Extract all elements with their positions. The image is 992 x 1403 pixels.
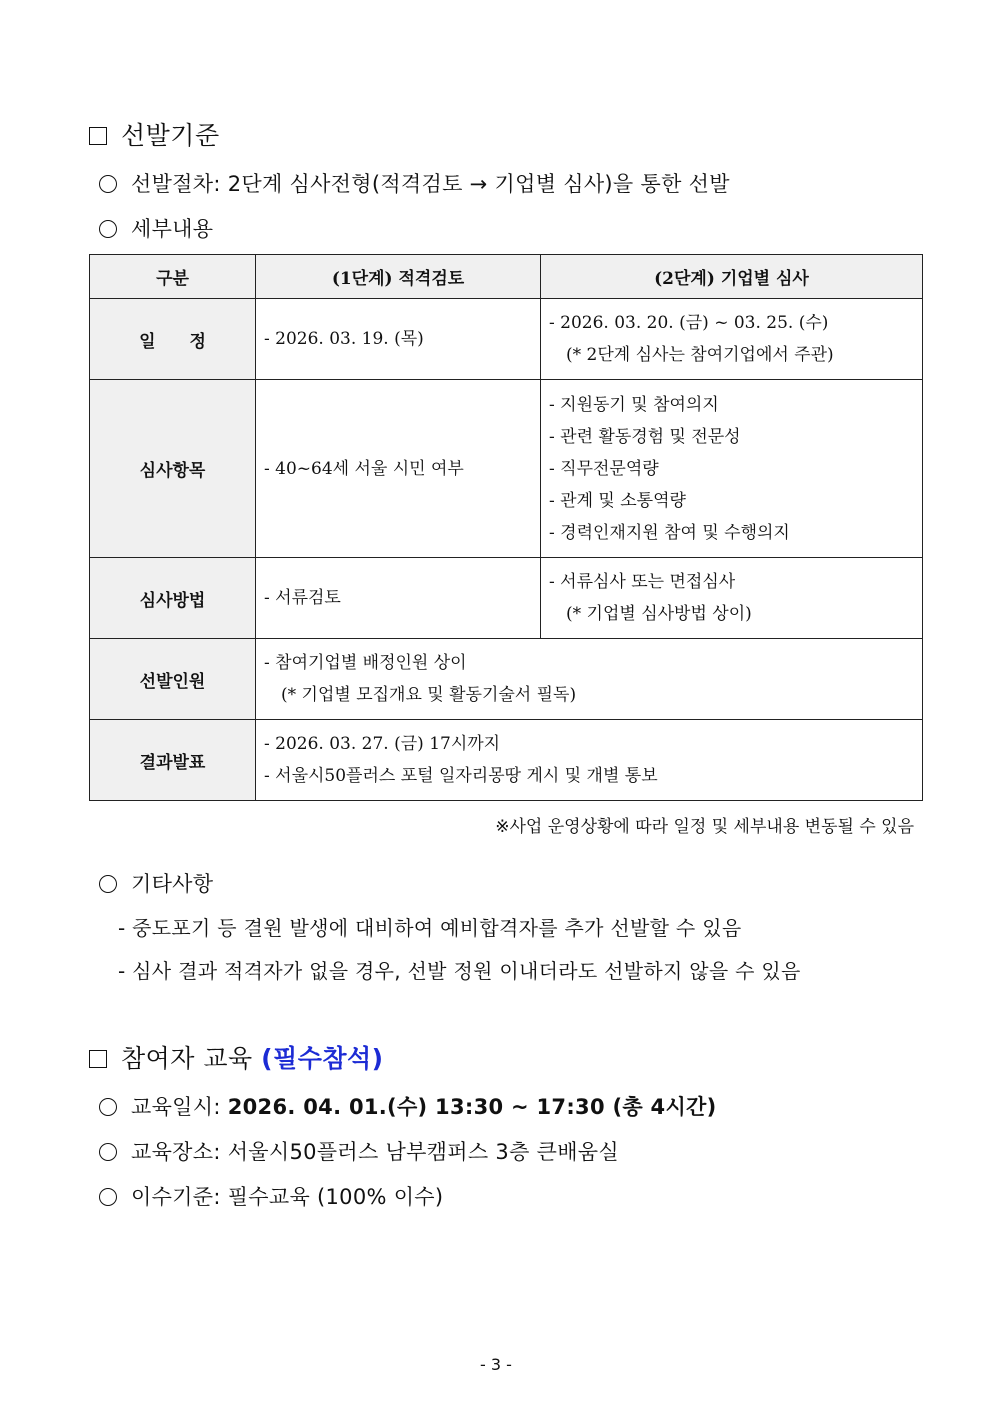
cell-text: - 관련 활동경험 및 전문성 xyxy=(549,426,741,447)
table-row xyxy=(90,558,923,639)
cell-text: - 40~64세 서울 시민 여부 xyxy=(264,458,464,479)
section-title-selection: 선발기준 xyxy=(89,116,220,152)
row-label: 심사항목 xyxy=(90,380,256,558)
circle-bullet-icon xyxy=(99,1143,117,1161)
mandatory-badge: (필수참석) xyxy=(261,1044,384,1073)
table-row xyxy=(90,639,923,720)
table-row xyxy=(90,299,923,380)
cell-text: - 관계 및 소통역량 xyxy=(549,490,686,511)
checkbox-square-icon xyxy=(89,127,107,145)
cell-text: - 2026. 03. 27. (금) 17시까지 xyxy=(264,734,501,754)
etc-item: - 심사 결과 적격자가 없을 경우, 선발 정원 이내더라도 선발하지 않을 수 있음 xyxy=(118,959,801,983)
details-label: 세부내용 xyxy=(99,213,213,243)
education-place: 교육장소: 서울시50플러스 남부캠퍼스 3층 큰배움실 xyxy=(99,1136,619,1166)
stage1-cell xyxy=(256,380,541,558)
cell-text: - 경력인재지원 참여 및 수행의지 xyxy=(549,522,790,543)
merged-cell xyxy=(256,720,923,801)
row-label: 결과발표 xyxy=(90,720,256,801)
table-header-row xyxy=(90,255,923,299)
cell-text: - 서류심사 또는 면접심사 xyxy=(549,572,736,592)
row-label: 심사방법 xyxy=(90,558,256,639)
row-label: 일 정 xyxy=(90,299,256,380)
stage2-cell xyxy=(541,299,923,380)
table-row xyxy=(90,720,923,801)
stage1-cell xyxy=(256,558,541,639)
row-label: 선발인원 xyxy=(90,639,256,720)
datetime-value: 2026. 04. 01.(수) 13:30 ~ 17:30 (총 4시간) xyxy=(227,1095,717,1119)
etc-label: 기타사항 xyxy=(99,868,213,898)
cell-text: (* 2단계 심사는 참여기업에서 주관) xyxy=(549,345,834,365)
completion-criteria: 이수기준: 필수교육 (100% 이수) xyxy=(99,1181,443,1211)
merged-cell xyxy=(256,639,923,720)
cell-text: - 2026. 03. 20. (금) ~ 03. 25. (수) xyxy=(549,313,829,333)
cell-text: - 2026. 03. 19. (목) xyxy=(264,329,424,349)
table-note: ※사업 운영상황에 따라 일정 및 세부내용 변동될 수 있음 xyxy=(495,817,914,837)
circle-bullet-icon xyxy=(99,175,117,193)
stage1-cell xyxy=(256,299,541,380)
circle-bullet-icon xyxy=(99,1188,117,1206)
education-datetime: 교육일시: 2026. 04. 01.(수) 13:30 ~ 17:30 (총 4시간) xyxy=(99,1091,717,1121)
page-number: - 3 - xyxy=(480,1355,512,1374)
cell-text: - 서울시50플러스 포털 일자리몽땅 게시 및 개별 통보 xyxy=(264,766,658,786)
table-row xyxy=(90,380,923,558)
etc-item: - 중도포기 등 결원 발생에 대비하여 예비합격자를 추가 선발할 수 있음 xyxy=(118,916,742,940)
header-category: 구분 xyxy=(90,255,256,299)
circle-bullet-icon xyxy=(99,1098,117,1116)
section-title-education: 참여자 교육 (필수참석) xyxy=(89,1039,384,1075)
cell-text: - 지원동기 및 참여의지 xyxy=(549,394,719,415)
cell-text: (* 기업별 모집개요 및 활동기술서 필독) xyxy=(264,685,577,705)
cell-text: - 서류검토 xyxy=(264,588,341,608)
stage2-cell xyxy=(541,380,923,558)
cell-text: (* 기업별 심사방법 상이) xyxy=(549,604,752,624)
checkbox-square-icon xyxy=(89,1050,107,1068)
stage2-cell xyxy=(541,558,923,639)
selection-procedure: 선발절차: 2단계 심사전형(적격검토 → 기업별 심사)을 통한 선발 xyxy=(99,168,730,198)
cell-text: - 참여기업별 배정인원 상이 xyxy=(264,653,467,673)
header-stage2: (2단계) 기업별 심사 xyxy=(541,255,923,299)
cell-text: - 직무전문역량 xyxy=(549,458,659,479)
circle-bullet-icon xyxy=(99,220,117,238)
header-stage1: (1단계) 적격검토 xyxy=(256,255,541,299)
selection-table xyxy=(89,254,923,801)
circle-bullet-icon xyxy=(99,875,117,893)
